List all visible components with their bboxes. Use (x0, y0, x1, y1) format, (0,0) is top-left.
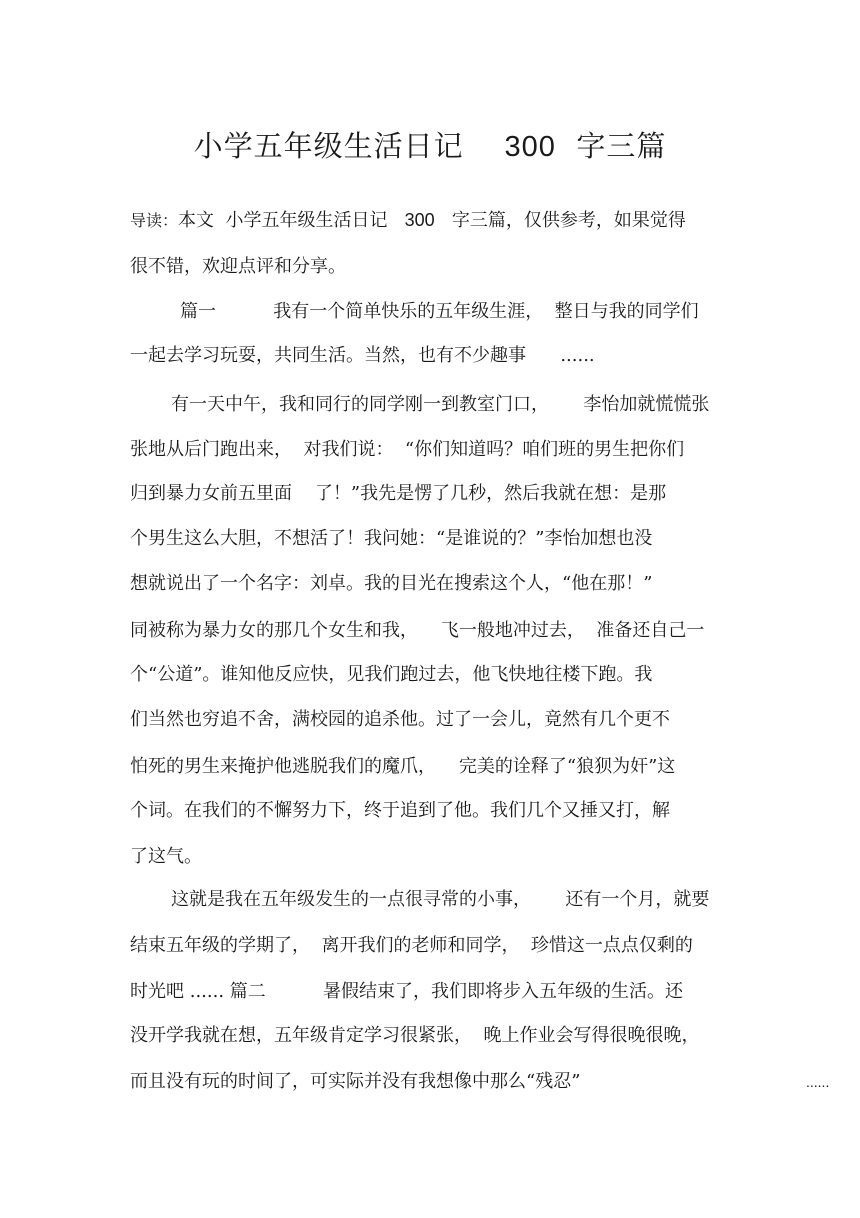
title-text: 小学五年级生活日记 (193, 129, 464, 163)
body-line-7: 想就说出了一个名字：刘卓。我的目光在搜索这个人，“他在那！” (130, 573, 653, 594)
body-line-11: 怕死的男生来掩护他逃脱我们的魔爪， 完美的诠释了“狼狈为奸”这 (130, 756, 676, 777)
body-line-13: 了这气。 (130, 846, 202, 867)
intro-line-1 (130, 205, 686, 236)
title-suffix: 字三篇 (576, 129, 667, 163)
body-line-10: 们当然也穷追不舍，满校园的追杀他。过了一会儿，竟然有几个更不 (130, 709, 670, 730)
intro-label: 导读： (130, 211, 179, 230)
title-number: 300 (504, 131, 556, 163)
intro-text-a: 本文 小学五年级生活日记 (178, 210, 388, 231)
page-title (0, 124, 860, 169)
body-line-4: 张地从后门跑出来， 对我们说： “你们知道吗？咱们班的男生把你们 (130, 439, 685, 460)
body-line-17: 没开学我就在想，五年级肯定学习很紧张， 晚上作业会写得很晚很晚， (130, 1025, 700, 1046)
body-line-2: 一起去学习玩耍，共同生活。当然，也有不少趣事 ...... (130, 345, 595, 366)
body-line-14: 这就是我在五年级发生的一点很寻常的小事， 还有一个月，就要 (171, 889, 710, 910)
body-line-16: 时光吧 ...... 篇二 暑假结束了，我们即将步入五年级的生活。还 (130, 981, 683, 1002)
body-line-12: 个词。在我们的不懈努力下，终于追到了他。我们几个又捶又打，解 (130, 800, 670, 821)
intro-line-2: 很不错，欢迎点评和分享。 (130, 256, 346, 277)
body-line-5: 归到暴力女前五里面 了！”我先是愣了几秒，然后我就在想：是那 (130, 483, 667, 504)
body-line-6: 个男生这么大胆，不想活了！我问她：“是谁说的？”李怡加想也没 (130, 528, 653, 549)
trailing-ellipsis: ...... (806, 1074, 830, 1090)
body-line-15: 结束五年级的学期了， 离开我们的老师和同学， 珍惜这一点点仅剩的 (130, 935, 693, 956)
body-line-3: 有一天中午，我和同行的同学刚一到教室门口， 李怡加就慌慌张 (171, 394, 710, 415)
intro-number: 300 (404, 210, 435, 230)
body-line-8: 同被称为暴力女的那几个女生和我， 飞一般地冲过去， 准备还自己一 (130, 620, 705, 641)
body-line-9: 个“公道”。谁知他反应快，见我们跑过去，他飞快地往楼下跑。我 (130, 664, 653, 685)
intro-text-b: 字三篇，仅供参考，如果觉得 (451, 210, 686, 231)
body-line-18: 而且没有玩的时间了，可实际并没有我想像中那么“残忍” (130, 1071, 581, 1092)
body-line-1: 篇一 我有一个简单快乐的五年级生涯， 整日与我的同学们 (180, 301, 699, 322)
